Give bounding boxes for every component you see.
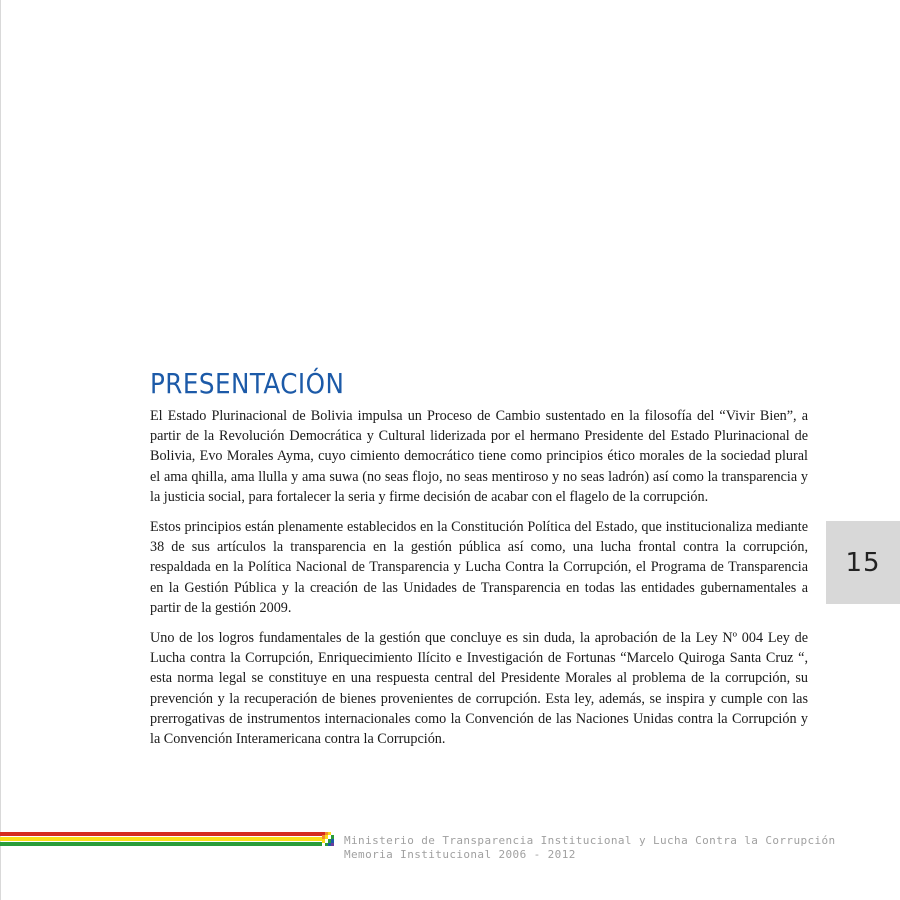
- page-title: PRESENTACIÓN: [150, 367, 345, 400]
- page-number-tab: [826, 521, 900, 604]
- page-edge-rule: [0, 0, 1, 900]
- flag-band-yellow: [0, 837, 322, 841]
- paragraph-3: Uno de los logros fundamentales de la gestión que concluye es sin duda, la aprobación de la Ley Nº 004 Ley de Lucha contra la Corrupción, Enriquecimiento Ilícito e Investigación de Fortunas “Marcelo Quiroga Santa Cruz “, esta norma legal se constituye en una respuesta central del Presidente Morales al problema de la corrupción, su prevención y la recuperación de bienes provenientes de corrupción. Esta ley, además, se inspira y cumple con las prerrogativas de instrumentos internacionales como la Convención de las Naciones Unidas contra la Corrupción y la Convención Interamericana contra la Corrupción.: [150, 630, 808, 748]
- footer-ministry-name: Ministerio de Transparencia Institucional y Lucha Contra la Corrupción: [344, 834, 836, 847]
- document-body: [150, 366, 808, 759]
- bolivian-flag-stripe: [0, 832, 322, 846]
- paragraph-2: Estos principios están plenamente establecidos en la Constitución Política del Estado, que institucionaliza mediante 38 de sus artículos la transparencia en la gestión pública así como, una lucha frontal contra la corrupción, respaldada en la Política Nacional de Transparencia y Lucha Contra la Corrupción, el Programa de Transparencia en la Gestión Pública y la creación de las Unidades de Transparencia en todas las entidades gubernamentales a partir de la gestión 2009.: [150, 519, 808, 616]
- page-number: 15: [845, 547, 881, 578]
- wiphala-emblem-icon: [322, 832, 334, 846]
- footer: [344, 834, 836, 862]
- paragraph-1: El Estado Plurinacional de Bolivia impulsa un Proceso de Cambio sustentado en la filosofía del “Vivir Bien”, a partir de la Revolución Democrática y Cultural liderizada por el hermano Presidente del Estado Plurinacional de Bolivia, Evo Morales Ayma, cuyo cimiento democrático tiene como principios ético morales de la sociedad plural el ama qhilla, ama llulla y ama suwa (no seas flojo, no seas mentiroso y no seas ladrón) así como la transparencia y la justicia social, para fortalecer la seria y firme decisión de acabar con el flagelo de la corrupción.: [150, 408, 808, 505]
- flag-band-red: [0, 832, 322, 836]
- flag-band-green: [0, 842, 322, 846]
- footer-report-title: Memoria Institucional 2006 - 2012: [344, 848, 576, 861]
